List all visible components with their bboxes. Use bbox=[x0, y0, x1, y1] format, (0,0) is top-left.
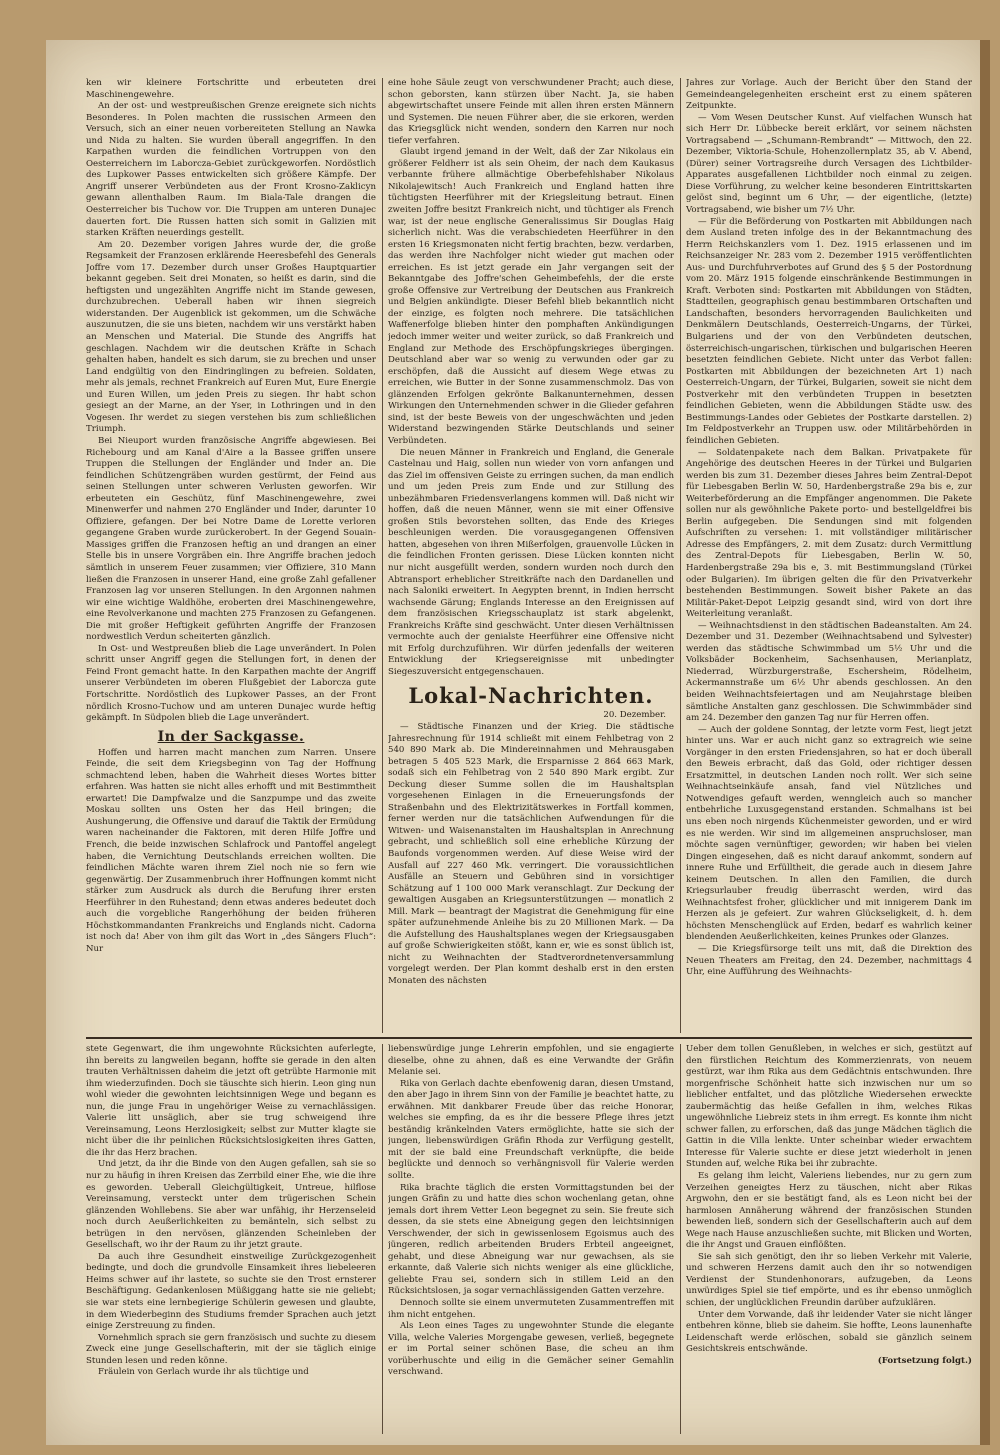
column-divider bbox=[680, 78, 681, 1033]
column-divider bbox=[680, 1044, 681, 1434]
page-edge bbox=[980, 40, 990, 1445]
top-column-1 bbox=[86, 78, 376, 1033]
bottom-column-2 bbox=[388, 1044, 674, 1434]
article-paragraph: — Städtische Finanzen und der Krieg. Die städtische Jahresrechnung für 1914 schließt mit einem Fehlbetrag von 2 540 890 Mark ab. Die Mindereinnahmen und Mehrausgaben betragen 5 405 523 Mark, die Ersparnisse 2 864 663 Mark, sodaß sich ein Fehlbetrag von 2 540 890 Mark ergibt. Zur Deckung dieser Summe sollen die im Haushaltsplan vorgesehenen Einlagen in die Erneuerungsfonds der Straßenbahn und des Elektrizitätswerkes in Fortfall kommen, ferner werden nur die tatsächlichen Aufwendungen für die Witwen- und Waisenanstalten im Haushaltsplan in Anrechnung gebracht, und schließlich soll eine erhebliche Kürzung der Baufonds vorgenommen werden. Auf diese Weise wird der Ausfall auf 227 460 Mk. verringert. Die voraussichtlichen Ausfälle an Steuern und Gebühren sind in vorsichtiger Schätzung auf 1 100 000 Mark veranschlagt. Zur Deckung der gewaltigen Ausgaben an Kriegsunterstützungen — monatlich 2 Mill. Mark — beantragt der Magistrat die Genehmigung für eine später aufzunehmende Anleihe bis zu 20 Millionen Mark. — Da die Aufstellung des Haushaltsplanes wegen der Kriegsausgaben auf große Schwierigkeiten stößt, kann er, wie es sonst üblich ist, nicht zu Weihnachten der Stadtverordnetenversammlung vorgelegt werden. Der Plan kommt deshalb erst in den ersten Monaten des nächsten bbox=[388, 721, 674, 987]
article-paragraph: Bei Nieuport wurden französische Angriffe abgewiesen. Bei Richebourg und am Kanal d'Aire a la Bassee griffen unsere Truppen die Stellungen der Engländer und Inder an. Die feindlichen Schützengräben wurden gestürmt, der Feind aus seinen Stellungen unter schweren Verlusten geworfen. Wir erbeuteten ein Geschütz, fünf Maschinengewehre, zwei Minenwerfer und nahmen 270 Engländer und Inder, darunter 10 Offiziere, gefangen. Der bei Notre Dame de Lorette verloren gegangene Graben wurde zurückerobert. In der Gegend Souain-Massiges griffen die Franzosen heftig an und drangen an einer Stelle bis in unsere Vorgräben ein. Ihre Angriffe brachen jedoch sämtlich in unserem Feuer zusammen; vier Offiziere, 310 Mann ließen die Franzosen in unserer Hand, eine große Zahl gefallener Franzosen lag vor unseren Stellungen. In den Argonnen nahmen wir eine wichtige Waldhöhe, eroberten drei Maschinengewehre, eine Revolverkanone und machten 275 Franzosen zu Gefangenen. Die mit großer Heftigkeit geführten Angriffe der Franzosen nordwestlich Verdun scheiterten gänzlich. bbox=[86, 435, 376, 643]
article-paragraph: eine hohe Säule zeugt von verschwundener Pracht; auch diese, schon geborsten, kann stürzen über Nacht. Ja, sie haben abgewirtschaftet unsere Feinde mit allen ihren ersten Männern und Systemen. Die neuen Führer aber, die sie erkoren, werden das Kriegsglück nicht wenden, sondern den Karren nur noch tiefer verfahren. bbox=[388, 78, 674, 146]
article-paragraph: — Auch der goldene Sonntag, der letzte vorm Fest, liegt jetzt hinter uns. War er auch nicht ganz so extragreich wie seine Vorgänger in den ersten Friedensjahren, so hat er doch überall den Beweis erbracht, daß das Gold, oder richtiger dessen Ersatzmittel, in deutschen Landen noch rollt. Wer sich seine Weihnachtseinkäufe ansah, fand viel Nützliches und Notwendiges gefauft werden, wenngleich auch so mancher entbehrliche Luxusgegenstand erstanden. Schmalhans ist bei uns eben noch nirgends Küchenmeister geworden, und er wird es nie werden. Wir sind im allgemeinen anspruchsloser, man möchte sagen vernünftiger, geworden; wir haben bei vielen Dingen eingesehen, daß es nicht darauf ankommt, sondern auf innere Ruhe und Erfülltheit, die gerade auch in diesem Jahre keinem Deutschen. In allen den Familien, die durch Kriegsurlauber freudig überrascht werden, wird das Weihnachtsfest froher, glücklicher und mit innigerem Dank im Herzen als je gefeiert. Zur wahren Glückseligkeit, d. h. dem höchsten Menschenglück auf Erden, bedarf es wahrlich keiner blendenden Aeußerlichkeiten, keines Prunkes oder Glanzes. bbox=[686, 724, 972, 943]
novel-paragraph: Und jetzt, da ihr die Binde von den Augen gefallen, sah sie so nur zu häufig in ihren Kreisen das Zerrbild einer Ehe, wie die ihre es geworden. Ueberall Gleichgültigkeit, Untreue, hilflose Vereinsamung, versteckt unter dem trügerischen Schein glänzenden Wohllebens. Sie aber war unfähig, ihr Herzenseleid noch durch Aeußerlichkeiten zu bemänteln, sich selbst zu betrügen in den nervösen, glänzenden Scheinleben der Gesellschaft, wo ihr der Raum zu ihr jetzt graute. bbox=[86, 1159, 376, 1251]
column-divider bbox=[382, 1044, 383, 1434]
article-paragraph: Die neuen Männer in Frankreich und England, die Generale Castelnau und Haig, sollen nun wieder von vorn anfangen und das Ziel im offensiven Geiste zu erringen suchen, da man endlich und um jeden Preis zum Ende und zur Stillung des unbezähmbaren Friedensverlangens kommen will. Daß nicht wir hoffen, daß die neuen Männer, wenn sie mit einer Offensive großen Stils bevorstehen sollten, das Ende des Krieges beschleunigen werden. Die vorausgegangenen Offensiven hatten, abgesehen von ihren Mißerfolgen, grauenvolle Lücken in die feindlichen Fronten gerissen. Diese Lücken konnten nicht nur nicht ausgefüllt werden, sondern wurden noch durch den Abtransport erheblicher Streitkräfte nach den Dardanellen und nach Saloniki erweitert. In Aegypten brennt, in Indien herrscht wachsende Gärung; Englands Interesse an den Ereignissen auf dem französischen Kriegsschauplatz ist stark abgelenkt, Frankreichs Kräfte sind geschwächt. Unter diesen Verhältnissen vermochte auch der genialste Heerführer eine Offensive nicht mit Erfolg durchzuführen. Wir dürfen jedenfalls der weiteren Entwicklung der Kriegsereignisse mit unbedingter Siegeszuversicht entgegenschauen. bbox=[388, 447, 674, 677]
continuation-note: (Fortsetzung folgt.) bbox=[877, 1355, 972, 1366]
section-divider bbox=[86, 1037, 972, 1039]
novel-paragraph: liebenswürdige junge Lehrerin empfohlen, und sie engagierte dieselbe, ohne zu ahnen, daß es eine Verwandte der Gräfin Melanie sei. bbox=[388, 1044, 674, 1078]
novel-paragraph: Dennoch sollte sie einem unvermuteten Zusammentreffen mit ihm nicht entgehen. bbox=[388, 1298, 674, 1320]
novel-paragraph: Rika brachte täglich die ersten Vormittagstunden bei der jungen Gräfin zu und hatte dies schon wochenlang getan, ohne jemals dort ihrem Vetter Leon begegnet zu sein. Sie freute sich dessen, da sie stets eine Abneigung gegen den leichtsinnigen Verschwender, der sich in gewissenlosem Egoismus auch des jüngeren, redlich arbeitenden Bruders Erbteil angeeignet, gehabt, und diese Abneigung war nur gewachsen, als sie erkannte, daß Valerie sich nichts weniger als eine glückliche, geliebte Frau sei, sondern sich in stillem Leid an den Rücksichtslosen, ja sogar vernachlässigenden Gatten verzehre. bbox=[388, 1182, 674, 1297]
newspaper-page bbox=[46, 40, 990, 1445]
article-paragraph: — Vom Wesen Deutscher Kunst. Auf vielfachen Wunsch hat sich Herr Dr. Lübbecke bereit erklärt, vor seinem nächsten Vortragsabend — „Schumann-Rembrandt“ — Mittwoch, den 22. Dezember, Viktoria-Schule, Hohenzollernplatz 35, ab V. Abend, (Dürer) seiner Vortragsreihe durch Versagen des Lichtbilder-Apparates ausgefallenen Lichtbilder noch einmal zu zeigen. Diese Vorführung, zu welcher keine besonderen Eintrittskarten gelöst sind, beginnt um 6 Uhr, — der eigentliche, (letzte) Vortragsabend, wie bisher um 7½ Uhr. bbox=[686, 112, 972, 216]
article-headline: In der Sackgasse. bbox=[157, 728, 305, 745]
novel-paragraph: Fräulein von Gerlach wurde ihr als tüchtige und bbox=[98, 1367, 309, 1378]
column-divider bbox=[382, 78, 383, 1033]
article-paragraph: Hoffen und harren macht manchen zum Narren. Unsere Feinde, die seit dem Kriegsbeginn von Tag der Hoffnung schmachtend leben, haben die Wahrheit dieses Wortes bitter erfahren. Was hatten sie nicht alles erhofft und mit Bestimmtheit erwartet! Die Dampfwalze und die Sanzpumpe und das zweite Moskau sollten uns Osten her das Heil bringen; die Aushungerung, die Offensive und darauf die Taktik der Ermüdung waren nacheinander die Faktoren, mit deren Hilfe Joffre und French, die beide inzwischen Schlafrock und Pantoffel angelegt haben, die Vernichtung Deutschlands erreichen wollten. Die feindlichen Mächte waren ihrem Ziel noch nie so fern wie gegenwärtig. Der Zusammenbruch ihrer Hoffnungen kommt nicht stärker zum Ausdruck als durch die Berufung ihrer ersten Heerführer in den Ruhestand; denn etwas anderes bedeutet doch auch die vorgebliche Rangerhöhung der beiden früheren Höchstkommandanten Frankreichs und Englands nicht. Cadorna ist noch da! Aber von ihm gilt das Wort in „des Sängers Fluch“: Nur bbox=[86, 747, 376, 954]
novel-paragraph: Da auch ihre Gesundheit einstweilige Zurückgezogenheit bedingte, und doch die grundvolle Einsamkeit ihres liebeleeren Heims schwer auf ihr lastete, so suchte sie den Trost ernsterer Beschäftigung. Gedankenlosen Müßiggang hatte sie nie geliebt; sie war stets eine lernbegierige Schülerin gewesen und glaubte, in dem Wiederbeginn des Studiums fremder Sprachen auch jetzt einige Zerstreuung zu finden. bbox=[86, 1251, 376, 1332]
novel-paragraph: Rika von Gerlach dachte ebenfowenig daran, diesen Umstand, den aber Jago in ihrem Sinn von der Familie je beachtet hatte, zu erwähnen. Mit dankbarer Freude über das reiche Honorar, welches sie empfing, da es ihr die bessere Pflege ihres jetzt beständig kränkelnden Vaters ermöglichte, hatte sie sich der jungen, liebenswürdigen Gräfin Rhoda zur Verfügung gestellt, mit der sie bald eine Freundschaft verknüpfte, die beide beglückte und dennoch so verhängnisvoll für Valerie werden sollte. bbox=[388, 1078, 674, 1182]
article-paragraph: Glaubt irgend jemand in der Welt, daß der Zar Nikolaus ein größerer Feldherr ist als sein Oheim, der nach dem Kaukasus verbannte frühere allmächtige Oberbefehlshaber Nikolaus Nikolajewitsch! Auch Frankreich und England hatten ihre tüchtigsten Heerführer mit der Kriegsleitung betraut. Einen zweiten Joffre besitzt Frankreich nicht, und tüchtiger als French war, ist der neue englische Generalissimus Sir Douglas Haig sicherlich nicht. Was die verabschiedeten Heerführer in den ersten 16 Kriegsmonaten nicht fertig brachten, bezw. verdarben, das werden ihre Nachfolger nicht wieder gut machen oder erreichen. Es ist jetzt gerade ein Jahr vergangen seit der Bekanntgabe des Joffre'schen Geheimbefehls, der die erste große Offensive zur Vertreibung der Deutschen aus Frankreich und Belgien ankündigte. Dieser Befehl blieb bekanntlich nicht der einzige, es folgten noch mehrere. Die tatsächlichen Waffenerfolge blieben hinter den pomphaften Ankündigungen jedoch immer weiter und weiter zurück, so daß Frankreich und England zur Methode des Erschöpfungskrieges übergingen. Deutschland aber war so wenig zu verwunden oder gar zu erschöpfen, daß die Aussicht auf diesem Wege etwas zu erreichen, wie Butter in der Sonne zusammenschmolz. Das von glänzenden Erfolgen gekrönte Balkanunternehmen, dessen Wirkungen den Unternehmenden schwer in die Glieder gefahren sind, ist der beste Beweis von der ungeschwächten und jeden Widerstand bezwingenden Stärke Deutschlands und seiner Verbündeten. bbox=[388, 147, 674, 446]
novel-paragraph: Es gelang ihm leicht, Valeriens liebendes, nur zu gern zum Verzeihen geneigtes Herz zu täuschen, nicht aber Rikas Argwohn, den er sie bestätigt fand, als es Leon nicht bei der harmlosen Annäherung während der französischen Stunden bewenden ließ, sondern sich der Gesellschafterin auch auf dem Wege nach Hause anzuschließen suchte, mit Blicken und Worten, die ihr Angst und Grauen einflößten. bbox=[686, 1171, 972, 1251]
article-paragraph: Jahres zur Vorlage. Auch der Bericht über den Stand der Gemeindeangelegenheiten erscheint erst zu einem späteren Zeitpunkte. bbox=[686, 78, 972, 112]
novel-paragraph: Vornehmlich sprach sie gern französisch und suchte zu diesem Zweck eine junge Gesellschafterin, mit der sie täglich einige Stunden lesen und reden könne. bbox=[86, 1332, 376, 1366]
novel-paragraph: Als Leon eines Tages zu ungewohnter Stunde die elegante Villa, welche Valeries Morgengabe gewesen, verließ, begegnete er im Portal seiner schönen Base, die scheu an ihm vorüberhuschte und eilig in die Gemächer seiner Gemahlin verschwand. bbox=[388, 1321, 674, 1378]
novel-paragraph: Unter dem Vorwande, daß ihr leidender Vater sie nicht länger entbehren könne, blieb sie daheim. Sie hoffte, Leons launenhafte Leidenschaft werde erlöschen, sobald sie gänzlich seinem Gesichtskreis entschwände. bbox=[686, 1309, 972, 1355]
bottom-column-3 bbox=[686, 1044, 972, 1434]
article-paragraph: In Ost- und Westpreußen blieb die Lage unverändert. In Polen schritt unser Angriff gegen die Stellungen fort, in denen der Feind Front gemacht hatte. In den Karpathen machte der Angriff unserer Verbündeten im oberen Flußgebiet der Laborcza gute Fortschritte. Nordöstlich des Lupkower Passes, an der Front nördlich Krosno-Tuchow und am unteren Dunajec wurde heftig gekämpft. In Südpolen blieb die Lage unverändert. bbox=[86, 643, 376, 724]
section-headline: Lokal-Nachrichten. bbox=[408, 683, 654, 709]
top-column-3 bbox=[686, 78, 972, 1033]
top-column-2 bbox=[388, 78, 674, 1033]
novel-paragraph: Ueber dem tollen Genußleben, in welches er sich, gestützt auf den fürstlichen Reichtum des Kommerzienrats, von neuem gestürzt, war ihm Rika aus dem Gedächtnis entschwunden. Ihre morgenfrische Schönheit hatte sich inzwischen nur um so lieblicher entfaltet, und das plötzliche Wiedersehen erweckte zaubermächtig das heiße Gefallen in ihm, welches Rikas ungewöhnliche Liebreiz stets in ihm erregt. Es konnte ihm nicht schwer fallen, zu erforschen, daß das junge Mädchen täglich die Gattin in die Villa lenkte. Unter scheinbar wieder erwachtem Interesse für Valerie suchte er diese jetzt wiederholt in jenen Stunden auf, welche Rika bei ihr zubrachte. bbox=[686, 1044, 972, 1170]
article-paragraph: — Soldatenpakete nach dem Balkan. Privatpakete für Angehörige des deutschen Heeres in der Türkei und Bulgarien werden bis zum 31. Dezember dieses Jahres beim Zentral-Depot für Liebesgaben Berlin W. 50, Hardenbergstraße 29a bis e, zur Weiterbeförderung an die Empfänger angenommen. Die Pakete sollen nur als gewöhnliche Pakete porto- und bestellgeldfrei bis Berlin aufgegeben. Die Sendungen sind mit folgenden Aufschriften zu versehen: 1. mit vollständiger militärischer Adresse des Empfängers, 2. mit dem Zusatz: durch Vermittlung des Zentral-Depots für Liebesgaben, Berlin W. 50, Hardenbergstraße 29a bis e, 3. mit Bestimmungsland (Türkei oder Bulgarien). Im übrigen gelten die für den Privatverkehr bestehenden Bestimmungen. Soweit bisher Pakete an das Militär-Paket-Depot Leipzig gesandt sind, wird von dort ihre Weiterleitung veranlaßt. bbox=[686, 447, 972, 620]
bottom-column-1 bbox=[86, 1044, 376, 1434]
article-paragraph: — Die Kriegsfürsorge teilt uns mit, daß die Direktion des Neuen Theaters am Freitag, den 24. Dezember, nachmittags 4 Uhr, eine Aufführung des Weihnachts- bbox=[686, 944, 972, 978]
novel-paragraph: stete Gegenwart, die ihm ungewohnte Rücksichten auferlegte, ihn bereits zu langweilen begann, hoffte sie gerade in den alten trauten Verhältnissen daheim die jetzt oft getrübte Harmonie mit ihm wiederzufinden. Doch sie täuschte sich hierin. Leon ging nun wohl wieder die gewohnten leichtsinnigen Wege und begann es nun, die junge Frau in ungehöriger Weise zu vernachlässigen. Valerie litt unsäglich, aber sie trug schweigend ihre Vereinsamung, Leons Herzlosigkeit; selbst zur Mutter klagte sie nicht über die ihr peinlichen Rücksichtslosigkeiten ihres Gatten, die ihr das Herz brachen. bbox=[86, 1044, 376, 1158]
article-paragraph: — Weihnachtsdienst in den städtischen Badeanstalten. Am 24. Dezember und 31. Dezember (Weihnachtsabend und Sylvester) werden das städtische Schwimmbad um 5½ Uhr und die Volksbäder Bockenheim, Sachsenhausen, Merianplatz, Niederrad, Würzburgerstraße, Eschersheim, Rödelheim, Ackermannstraße um 6½ Uhr abends geschlossen. An den beiden Weihnachtsfeiertagen und am Neujahrstage bleiben sämtliche Anstalten ganz geschlossen. Die Schwimmbäder sind am 24. Dezember den ganzen Tag nur für Herren offen. bbox=[686, 620, 972, 724]
article-paragraph: An der ost- und westpreußischen Grenze ereignete sich nichts Besonderes. In Polen machten die russischen Armeen den Versuch, sich an einer neuen vorbereiteten Stellung an Nawka und Nida zu halten. Sie wurden überall angegriffen. In den Karpathen wurden die feindlichen Vortruppen von den Oesterreichern im Laborcza-Gebiet zurückgeworfen. Nordöstlich des Lupkower Passes entwickelten sich größere Kämpfe. Der Angriff unserer Verbündeten aus der Front Krosno-Zaklicyn gewann allenthalben Raum. Im Biala-Tale drangen die Oesterreicher bis Tuchow vor. Die Truppen am unteren Dunajec dauerten fort. Die Russen hatten sich somit in Galizien mit starken Kräften neuerdings gestellt. bbox=[86, 101, 376, 239]
article-paragraph: Am 20. Dezember vorigen Jahres wurde der, die große Regsamkeit der Franzosen erklärende Heeresbefehl des Generals Joffre vom 17. Dezember durch unser Großes Hauptquartier bekannt gegeben. Seit drei Monaten, so heißt es darin, sind die heftigsten und ungezählten Angriffe nicht im Stande gewesen, durchzubrechen. Ueberall haben wir ihnen siegreich widerstanden. Der Augenblick ist gekommen, um die Schwäche auszunutzen, die sie uns bieten, nachdem wir uns verstärkt haben an Menschen und Material. Die Stunde des Angriffs hat geschlagen. Nachdem wir die deutschen Kräfte in Schach gehalten haben, handelt es sich darum, sie zu brechen und unser Land endgültig von den Eindringlingen zu befreien. Soldaten, mehr als jemals, rechnet Frankreich auf Euren Mut, Eure Energie und Euren Willen, um jeden Preis zu siegen. Ihr habt schon gesiegt an der Marne, an der Yser, in Lothringen und in den Vogesen. Ihr werdet zu siegen verstehen bis zum schließlichen Triumph. bbox=[86, 239, 376, 435]
dateline: 20. Dezember. bbox=[603, 710, 666, 721]
article-paragraph: ken wir kleinere Fortschritte und erbeuteten drei Maschinengewehre. bbox=[86, 78, 376, 100]
article-paragraph: — Für die Beförderung von Postkarten mit Abbildungen nach dem Ausland treten infolge des in der Bekanntmachung des Herrn Reichskanzlers vom 1. Dez. 1915 erlassenen und im Reichsanzeiger Nr. 283 vom 2. Dezember 1915 veröffentlichten Aus- und Durchfuhrverbotes auf Grund des § 5 der Postordnung vom 20. März 1915 folgende einschränkende Bestimmungen in Kraft. Verboten sind: Postkarten mit Abbildungen von Städten, Stadtteilen, geographisch genau bestimmbaren Ortschaften und Landschaften, besonders hervorragenden Baulichkeiten und Denkmälern Deutschlands, Oesterreich-Ungarns, der Türkei, Bulgariens und der von den Verbündeten deutschen, österreichisch-ungarischen, türkischen und bulgarischen Heeren besetzten feindlichen Gebiete. Nicht unter das Verbot fallen: Postkarten mit Abbildungen der bezeichneten Art 1) nach Oesterreich-Ungarn, der Türkei, Bulgarien, soweit sie nicht dem Postverkehr mit den verbündeten Truppen in besetzten feindlichen Gebieten, wenn die Abbildungen Städte usw. des Bestimmungs-Landes oder Gebietes der Postkarte darstellen. 2) Im Feldpostverkehr an Truppen usw. oder Militärbehörden in feindlichen Gebieten. bbox=[686, 216, 972, 446]
novel-paragraph: Sie sah sich genötigt, den ihr so lieben Verkehr mit Valerie, und schweren Herzens damit auch den ihr so notwendigen Verdienst der Stundenhonorars, aufzugeben, da Leons unwürdiges Spiel sie tief empörte, und es ihr ebenso unmöglich schien, der unglücklichen Freundin darüber aufzuklären. bbox=[686, 1251, 972, 1309]
